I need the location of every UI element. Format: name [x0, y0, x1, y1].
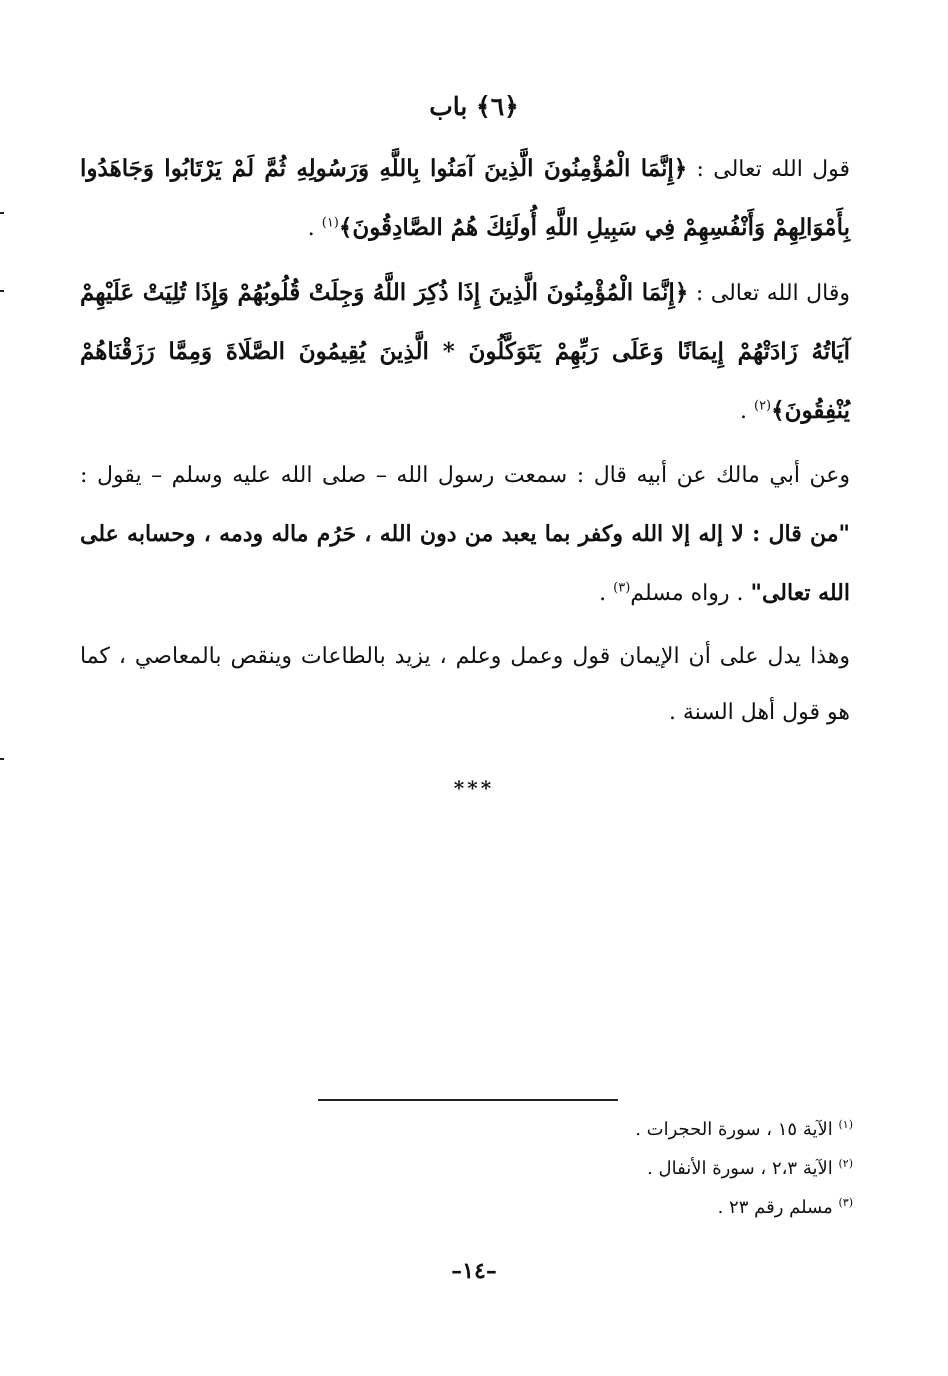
footnote-1 [313, 1110, 853, 1149]
quran-verse-1: ﴿إِنَّمَا الْمُؤْمِنُونَ الَّذِينَ آمَنُوا بِاللَّهِ وَرَسُولِهِ ثُمَّ لَمْ يَرْتَابُوا وَجَاهَدُوا بِأَمْوَالِهِمْ وَأَنْفُسِهِمْ فِي سَبِيلِ اللَّهِ أُولَئِكَ هُمُ الصَّادِقُونَ﴾ [80, 155, 850, 241]
scan-edge-mark [0, 212, 4, 214]
paragraph-3-intro: وعن أبي مالك عن أبيه قال : سمعت رسول الله – صلى الله عليه وسلم – يقول : [80, 463, 850, 488]
footnote-text: الآية ٢،٣ ، سورة الأنفال . [647, 1158, 839, 1179]
footnote-text: الآية ١٥ ، سورة الحجرات . [635, 1119, 839, 1140]
paragraph-2 [80, 264, 850, 441]
footnote-3 [313, 1188, 853, 1227]
footnote-number: (٢) [838, 1157, 853, 1170]
footnote-ref-2[interactable]: (٢) [753, 398, 772, 414]
paragraph-4: وهذا يدل على أن الإيمان قول وعمل وعلم ، يزيد بالطاعات وينقص بالمعاصي ، كما هو قول أهل السنة . [80, 644, 850, 725]
main-text [80, 140, 850, 747]
footnote-ref-1[interactable]: (١) [321, 215, 339, 231]
section-separator: *** [453, 776, 495, 800]
scan-edge-mark [0, 290, 4, 292]
quran-verse-2: ﴿إِنَّمَا الْمُؤْمِنُونَ الَّذِينَ إِذَا ذُكِرَ اللَّهُ وَجِلَتْ قُلُوبُهُمْ وَإِذَا تُلِيَتْ عَلَيْهِمْ آيَاتُهُ زَادَتْهُمْ إِيمَانًا وَعَلَى رَبِّهِمْ يَتَوَكَّلُونَ * الَّذِينَ يُقِيمُونَ الصَّلَاةَ وَمِمَّا رَزَقْنَاهُمْ يُنْفِقُونَ﴾ [80, 279, 850, 424]
chapter-title: ﴿٦﴾ باب [429, 92, 519, 121]
paragraph-3 [80, 447, 850, 623]
footnotes [313, 1110, 853, 1227]
paragraph-2-end: . [739, 399, 754, 424]
paragraph-3-end: . [599, 581, 614, 606]
page-number: –١٤– [451, 1258, 497, 1284]
paragraph-1-intro: قول الله تعالى : [687, 157, 851, 182]
footnote-number: (٣) [838, 1196, 853, 1209]
footnote-2 [313, 1149, 853, 1188]
paragraph-1-end: . [307, 216, 322, 241]
paragraph-1 [80, 140, 850, 258]
footnote-number: (١) [838, 1118, 853, 1131]
paragraph-3-after: . رواه مسلم [630, 581, 751, 606]
paragraph-2-intro: وقال الله تعالى : [688, 281, 850, 306]
footnote-text: مسلم رقم ٢٣ . [717, 1197, 839, 1218]
scan-edge-mark [0, 758, 4, 760]
footnote-ref-3[interactable]: (٣) [613, 580, 631, 596]
footnote-divider [318, 1099, 618, 1101]
hadith-text: "من قال : لا إله إلا الله وكفر بما يعبد من دون الله ، حَرُم ماله ودمه ، وحسابه على الله تعالى" [80, 521, 850, 606]
